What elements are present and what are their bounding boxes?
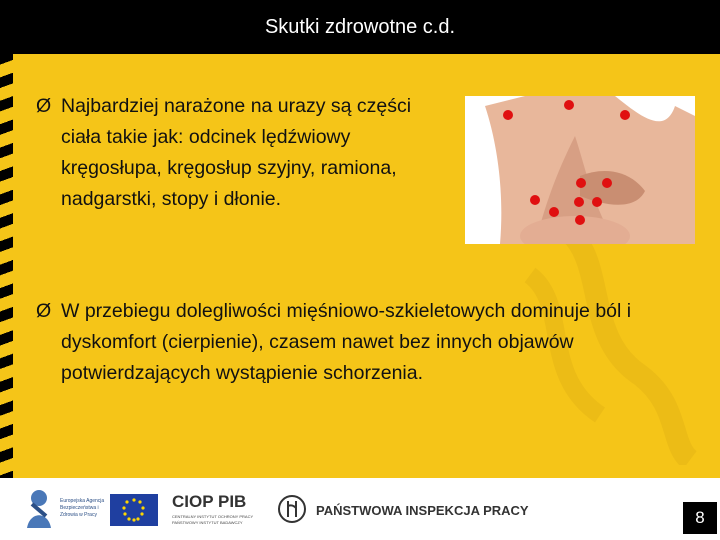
bullet-arrow-icon: Ø — [36, 95, 52, 117]
pip-logo-text: PAŃSTWOWA INSPEKCJA PRACY — [316, 503, 529, 518]
pip-emblem-icon — [277, 494, 307, 524]
stripe-decoration — [0, 54, 13, 479]
footer-logo-bar — [0, 478, 720, 540]
bullet-body-parts — [36, 91, 436, 215]
bullet-text: Najbardziej narażone na urazy są części ciała takie jak: odcinek lędźwiowy kręgosłupa, kręgosłup szyjny, ramiona, nadgarstki, stopy i dłonie. — [61, 95, 412, 210]
bullet-arrow-icon: Ø — [36, 300, 52, 322]
eu-osha-logo-text: Europejska Agencja Bezpieczeństwa i Zdrowia w Pracy — [60, 498, 105, 518]
eu-flag-icon — [110, 494, 158, 526]
slide-title: Skutki zdrowotne c.d. — [0, 0, 720, 54]
eu-osha-logo-icon — [22, 486, 56, 530]
page-number: 8 — [683, 502, 717, 534]
ciop-logo-subtitle: CENTRALNY INSTYTUT OCHRONY PRACY PAŃSTWOWY INSTYTUT BADAWCZY — [172, 514, 254, 525]
ciop-logo: CIOP PIB — [172, 492, 247, 511]
back-pain-photo — [465, 96, 695, 244]
bullet-text: W przebiegu dolegliwości mięśniowo-szkieletowych dominuje ból i dyskomfort (cierpienie), czasem nawet bez innych objawów potwierdzających wystąpienie schorzenia. — [61, 300, 632, 384]
bullet-symptoms — [36, 296, 636, 389]
